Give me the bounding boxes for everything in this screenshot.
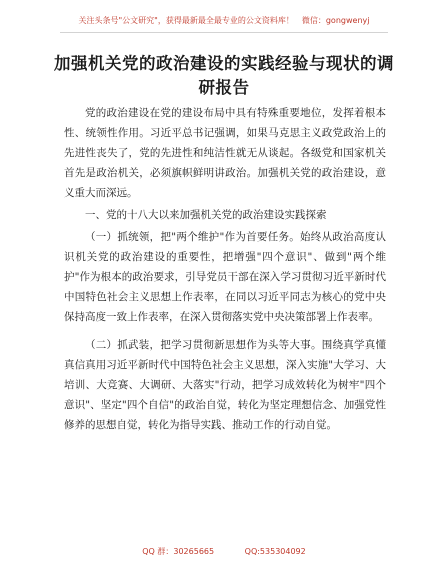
document-title: 加强机关党的政治建设的实践经验与现状的调研报告	[54, 54, 394, 97]
header-notice: 关注头条号"公文研究"，获得最新最全最专业的公文资料库！ 微信：gongwenyj	[78, 16, 370, 25]
footer-qq: QQ:535304092	[244, 547, 306, 556]
footer-qq-group: QQ 群：30265665	[142, 547, 215, 556]
body-paragraph: （一）抓统领，把"两个维护"作为首要任务。始终从政治高度认识机关党的政治建设的重要性，把增强"四个意识"、做到"两个维护"作为根本的政治要求，引导党员干部在深入学习贯彻习近平新时代中国特色社会主义思想上作表率，在同以习近平同志为核心的党中央保持高度一致上作表率，在深入贯彻落实党中央决策部署上作表率。	[64, 231, 386, 323]
intro-paragraph: 党的政治建设在党的建设布局中具有特殊重要地位，发挥着根本性、统领性作用。习近平总书记强调，如果马克思主义政党政治上的先进性丧失了，党的先进性和纯洁性就无从谈起。各级党和国家机关首先是政治机关，必须旗帜鲜明讲政治。加强机关党的政治建设，意义重大而深远。	[64, 107, 386, 199]
section-heading: 一、党的十八大以来加强机关党的政治建设实践探索	[85, 209, 327, 221]
footer-contact	[0, 546, 448, 557]
document-body	[64, 103, 386, 435]
body-paragraph: （二）抓武装，把学习贯彻新思想作为头等大事。围绕真学真懂真信真用习近平新时代中国特色社会主义思想，深入实施"大学习、大培训、大竞赛、大调研、大落实"行动，把学习成效转化为树牢"四个意识"、坚定"四个自信"的政治自觉，转化为坚定理想信念、加强党性修养的思想自觉，转化为指导实践、推动工作的行动自觉。	[64, 339, 386, 431]
header-divider	[60, 32, 388, 33]
